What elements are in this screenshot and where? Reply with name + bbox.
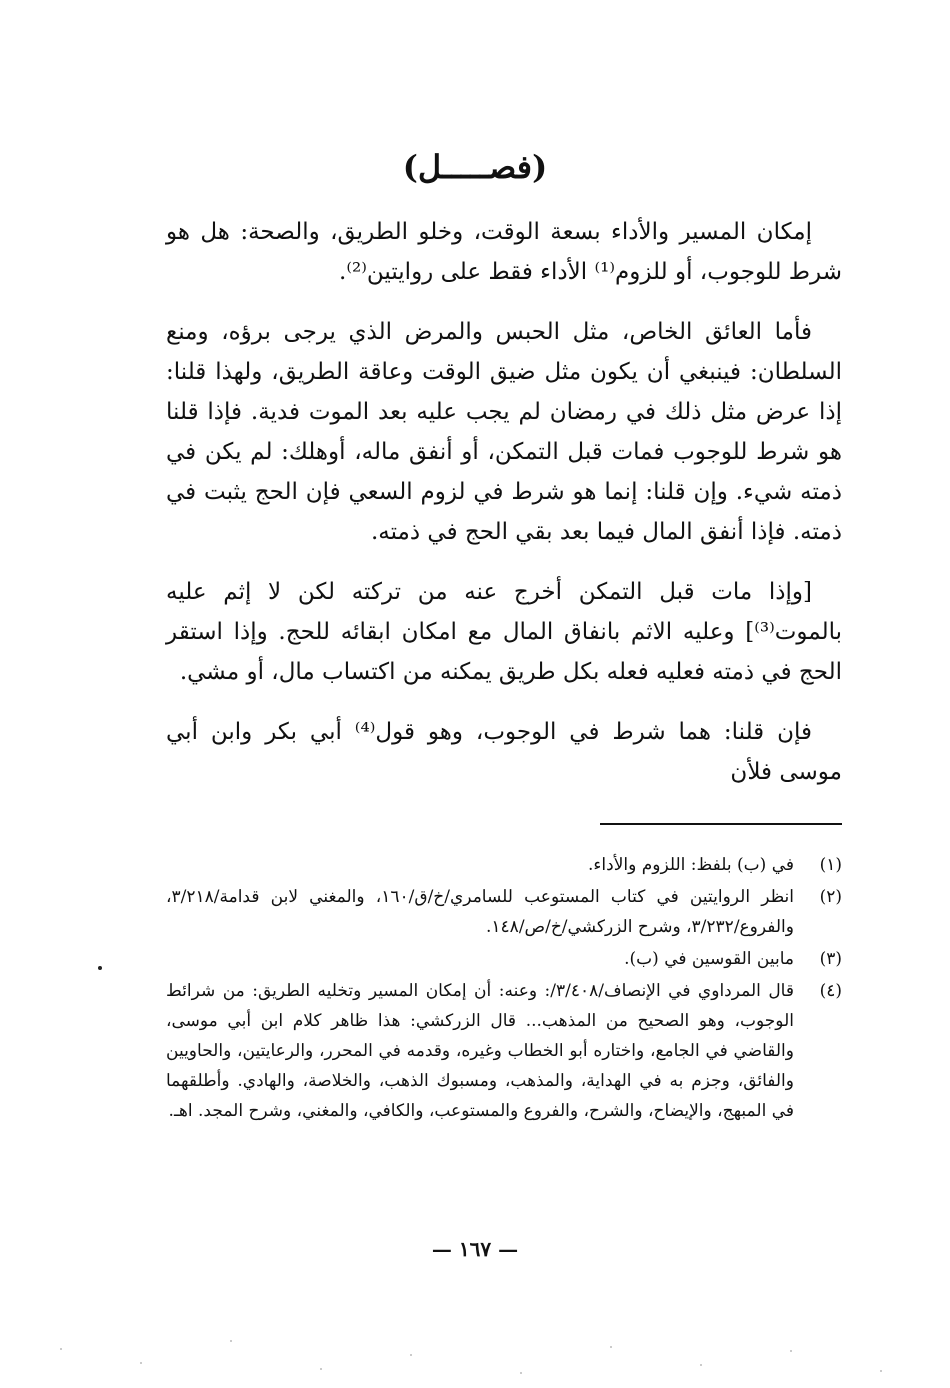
paragraph: فأما العائق الخاص، مثل الحبس والمرض الذي يرجى برؤه، ومنع السلطان: فينبغي أن يكون مثل ضيق الوقت وعاقة الطريق، ولهذا قلنا: إذا عرض مثل ذلك في رمضان لم يجب عليه بعد الموت فدية. فإذا قلنا هو شرط للوجوب فمات قبل التمكن، أو أنفق ماله، أوهلك: لم يكن في ذمته شيء. وإن قلنا: إنما هو شرط في لزوم السعي فإن الحج يثبت في ذمته. فإذا أنفق المال فيما بعد بقي الحج في ذمته. bbox=[166, 319, 842, 545]
footnote-text: مابين القوسين في (ب). bbox=[624, 949, 794, 969]
paragraph: إمكان المسير والأداء بسعة الوقت، وخلو الطريق، والصحة: هل هو شرط للوجوب، أو للزوم⁽¹⁾ الأداء فقط على روايتين⁽²⁾. bbox=[166, 219, 842, 285]
footnote-number: (٢) bbox=[819, 887, 842, 907]
main-text bbox=[166, 212, 842, 812]
footnotes bbox=[166, 850, 842, 1128]
paragraph: فإن قلنا: هما شرط في الوجوب، وهو قول⁽⁴⁾ أبي بكر وابن أبي موسى فلأن bbox=[166, 719, 842, 785]
page-number: — ١٦٧ — bbox=[431, 1237, 519, 1261]
footnote-number: (٤) bbox=[819, 981, 842, 1001]
footnote bbox=[166, 976, 842, 1126]
footnote bbox=[166, 850, 842, 880]
footnote-number: (١) bbox=[819, 855, 842, 875]
scan-noise bbox=[0, 1328, 950, 1388]
footnote-text: قال المرداوي في الإنصاف/٣/٤٠٨/: وعنه: أن إمكان المسير وتخليه الطريق: من شرائط الوجوب، وهو الصحيح من المذهب... قال الزركشي: هذا ظاهر كلام ابن أبي موسى، والقاضي في الجامع، واختاره أبو الخطاب وغيره، وقدمه في المحرر، والرعايتين، والحاويين والفائق، وجزم به في الهداية، والمذهب، ومسبوك الذهب، والخلاصة، والهادي. وأطلقهما في المبهج، والإيضاح، والشرح، والفروع والمستوعب، والكافي، والمغني، وشرح المجد. اهـ. bbox=[166, 981, 794, 1121]
footnote-number: (٣) bbox=[819, 949, 842, 969]
scan-speck bbox=[98, 966, 102, 970]
footnote bbox=[166, 944, 842, 974]
footnote-text: في (ب) بلفظ: اللزوم والأداء. bbox=[588, 855, 794, 875]
paragraph: [وإذا مات قبل التمكن أخرج عنه من تركته لكن لا إثم عليه بالموت⁽³⁾] وعليه الاثم بانفاق المال مع امكان ابقائه للحج. وإذا استقر الحج في ذمته فعليه فعله بكل طريق يمكنه من اكتساب مال، أو مشي. bbox=[166, 579, 842, 685]
footnote bbox=[166, 882, 842, 942]
footnote-text: انظر الروايتين في كتاب المستوعب للسامري/خ/ق/١٦٠، والمغني لابن قدامة/٣/٢١٨، والفروع/٣/٢٣٢، وشرح الزركشي/خ/ص/١٤٨. bbox=[166, 887, 794, 937]
section-title: (فصـــــل) bbox=[402, 148, 548, 186]
footnote-separator bbox=[600, 823, 842, 825]
